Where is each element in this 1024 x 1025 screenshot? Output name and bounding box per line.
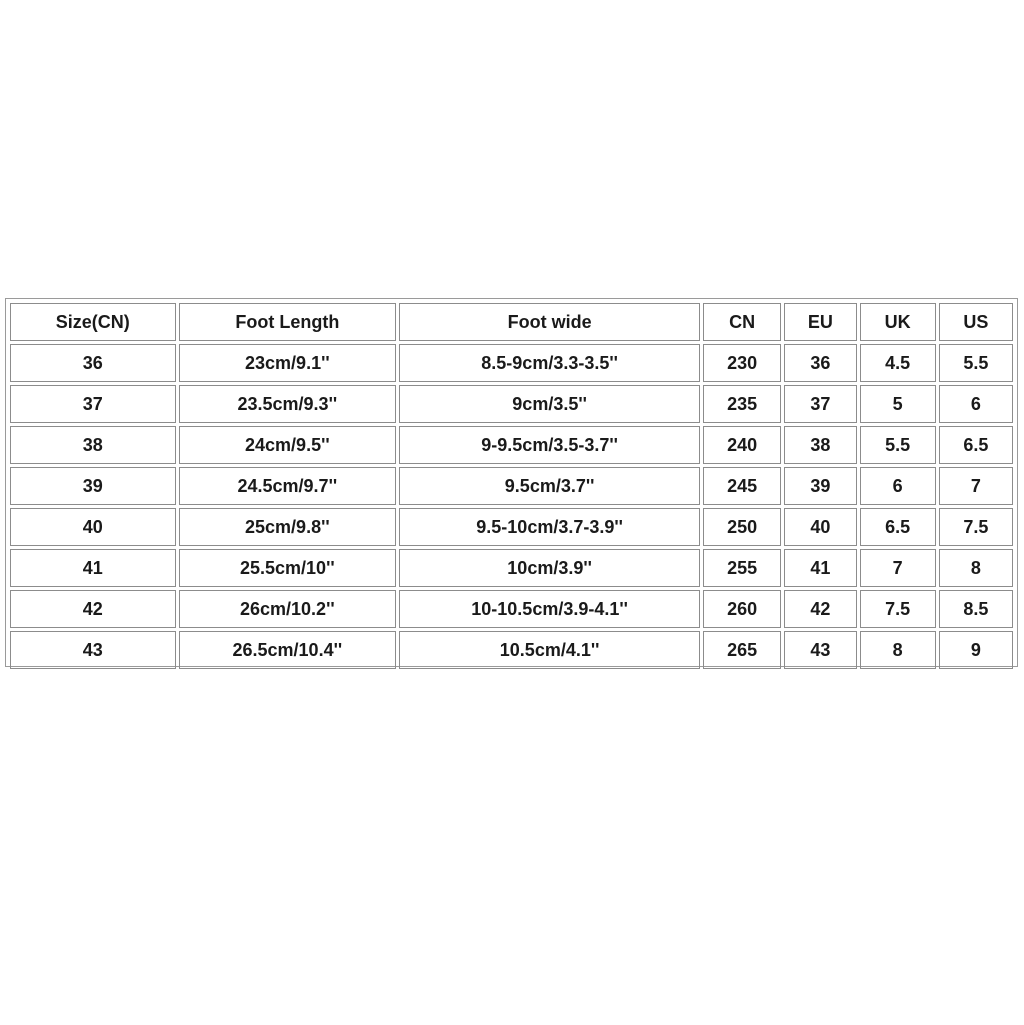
table-row — [10, 508, 1013, 546]
foot-wide-cell: 9cm/3.5'' — [399, 385, 700, 423]
uk-cell: 5 — [860, 385, 936, 423]
header-us: US — [939, 303, 1013, 341]
foot-length-cell: 24cm/9.5'' — [179, 426, 397, 464]
us-cell: 7 — [939, 467, 1013, 505]
uk-cell: 4.5 — [860, 344, 936, 382]
uk-cell: 8 — [860, 631, 936, 669]
size-cn-cell: 42 — [10, 590, 176, 628]
foot-length-cell: 24.5cm/9.7'' — [179, 467, 397, 505]
foot-length-cell: 25cm/9.8'' — [179, 508, 397, 546]
eu-cell: 41 — [784, 549, 856, 587]
cn-cell: 235 — [703, 385, 781, 423]
foot-wide-cell: 9.5-10cm/3.7-3.9'' — [399, 508, 700, 546]
foot-wide-cell: 9-9.5cm/3.5-3.7'' — [399, 426, 700, 464]
eu-cell: 36 — [784, 344, 856, 382]
table-row — [10, 590, 1013, 628]
size-cn-cell: 41 — [10, 549, 176, 587]
cn-cell: 265 — [703, 631, 781, 669]
foot-wide-cell: 8.5-9cm/3.3-3.5'' — [399, 344, 700, 382]
foot-length-cell: 23.5cm/9.3'' — [179, 385, 397, 423]
us-cell: 9 — [939, 631, 1013, 669]
header-size-cn: Size(CN) — [10, 303, 176, 341]
foot-length-cell: 23cm/9.1'' — [179, 344, 397, 382]
uk-cell: 7 — [860, 549, 936, 587]
foot-wide-cell: 10-10.5cm/3.9-4.1'' — [399, 590, 700, 628]
size-cn-cell: 38 — [10, 426, 176, 464]
eu-cell: 43 — [784, 631, 856, 669]
header-cn: CN — [703, 303, 781, 341]
cn-cell: 250 — [703, 508, 781, 546]
header-foot-length: Foot Length — [179, 303, 397, 341]
table-row — [10, 344, 1013, 382]
size-cn-cell: 37 — [10, 385, 176, 423]
us-cell: 8 — [939, 549, 1013, 587]
eu-cell: 42 — [784, 590, 856, 628]
eu-cell: 40 — [784, 508, 856, 546]
uk-cell: 6.5 — [860, 508, 936, 546]
size-cn-cell: 43 — [10, 631, 176, 669]
uk-cell: 6 — [860, 467, 936, 505]
us-cell: 6.5 — [939, 426, 1013, 464]
cn-cell: 260 — [703, 590, 781, 628]
size-chart — [5, 298, 1018, 667]
uk-cell: 7.5 — [860, 590, 936, 628]
header-eu: EU — [784, 303, 856, 341]
foot-wide-cell: 9.5cm/3.7'' — [399, 467, 700, 505]
foot-wide-cell: 10cm/3.9'' — [399, 549, 700, 587]
table-row — [10, 549, 1013, 587]
size-cn-cell: 39 — [10, 467, 176, 505]
header-uk: UK — [860, 303, 936, 341]
size-table — [7, 300, 1016, 672]
table-row — [10, 426, 1013, 464]
cn-cell: 255 — [703, 549, 781, 587]
us-cell: 7.5 — [939, 508, 1013, 546]
eu-cell: 38 — [784, 426, 856, 464]
header-foot-wide: Foot wide — [399, 303, 700, 341]
us-cell: 6 — [939, 385, 1013, 423]
cn-cell: 230 — [703, 344, 781, 382]
table-header-row — [10, 303, 1013, 341]
table-row — [10, 467, 1013, 505]
cn-cell: 245 — [703, 467, 781, 505]
eu-cell: 39 — [784, 467, 856, 505]
foot-length-cell: 26.5cm/10.4'' — [179, 631, 397, 669]
foot-length-cell: 25.5cm/10'' — [179, 549, 397, 587]
cn-cell: 240 — [703, 426, 781, 464]
uk-cell: 5.5 — [860, 426, 936, 464]
table-row — [10, 631, 1013, 669]
size-cn-cell: 36 — [10, 344, 176, 382]
us-cell: 8.5 — [939, 590, 1013, 628]
eu-cell: 37 — [784, 385, 856, 423]
foot-wide-cell: 10.5cm/4.1'' — [399, 631, 700, 669]
us-cell: 5.5 — [939, 344, 1013, 382]
size-cn-cell: 40 — [10, 508, 176, 546]
foot-length-cell: 26cm/10.2'' — [179, 590, 397, 628]
table-row — [10, 385, 1013, 423]
